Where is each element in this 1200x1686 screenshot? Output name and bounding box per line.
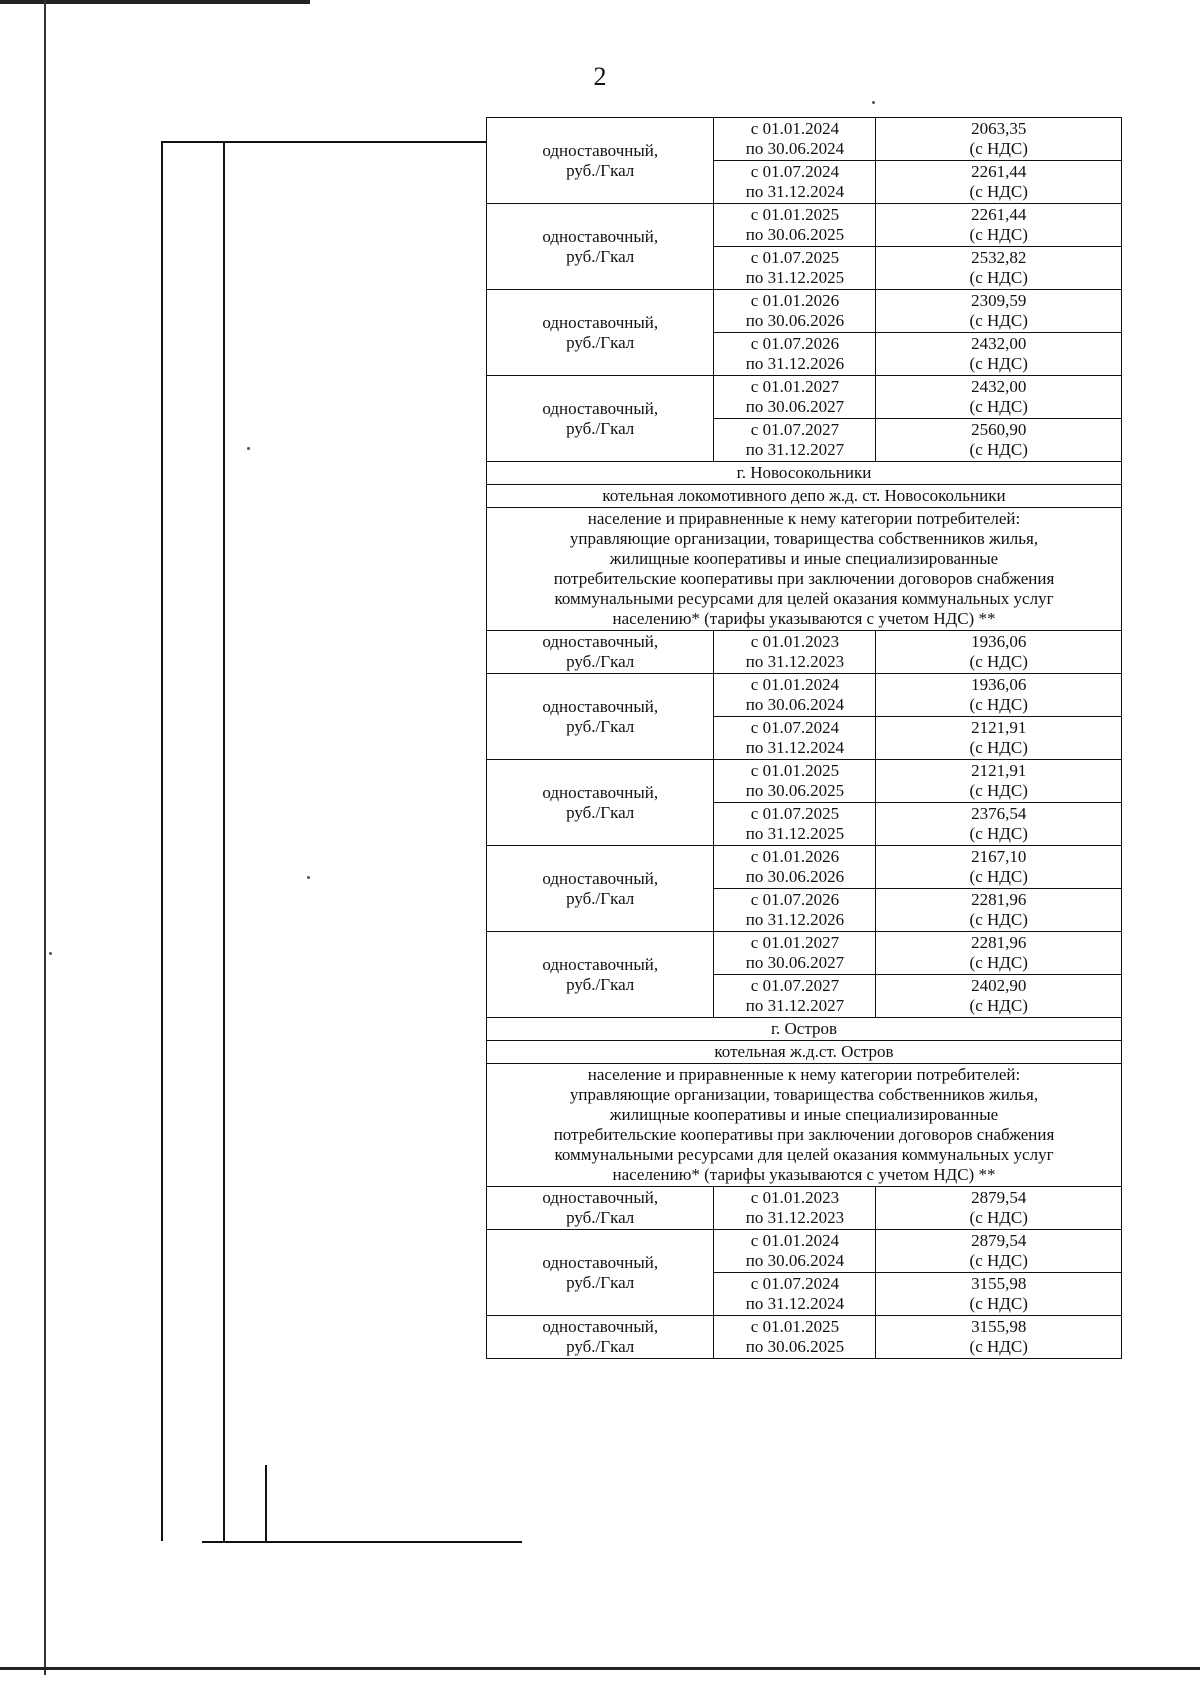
vat-note: (с НДС)	[969, 996, 1028, 1015]
vat-note: (с НДС)	[969, 1294, 1028, 1313]
boiler-cell	[487, 485, 1122, 508]
tariff-row	[487, 932, 1122, 975]
period-to: по 30.06.2025	[745, 781, 845, 800]
boiler-cell	[487, 1041, 1122, 1064]
tariff-type: одноставочный,	[542, 1252, 659, 1272]
tariff-value: 2309,59	[971, 291, 1027, 310]
consumer-category-line: население и приравненные к нему категории потребителей:	[587, 509, 1021, 528]
city-name: г. Остров	[770, 1019, 838, 1038]
tariff-value: 2432,00	[971, 377, 1027, 396]
consumer-category-line: коммунальными ресурсами для целей оказания коммунальных услуг	[554, 1145, 1054, 1164]
scan-edge-left	[44, 0, 46, 1675]
vat-note: (с НДС)	[969, 182, 1028, 201]
city-cell	[487, 1018, 1122, 1041]
period-from: с 01.01.2026	[750, 847, 840, 866]
scan-edge-bottom	[0, 1667, 1200, 1670]
period-cell	[714, 161, 876, 204]
period-from: с 01.07.2024	[750, 162, 840, 181]
tariff-type: одноставочный,	[542, 1317, 659, 1336]
tariff-value: 3155,98	[971, 1317, 1027, 1336]
period-to: по 30.06.2027	[745, 397, 845, 416]
period-cell	[714, 1273, 876, 1316]
tariff-type: одноставочный,	[542, 696, 659, 716]
tariff-row	[487, 631, 1122, 674]
tariff-unit: руб./Гкал	[566, 246, 635, 266]
scan-speck	[872, 101, 875, 104]
tariff-value: 2560,90	[971, 420, 1027, 439]
period-cell	[714, 204, 876, 247]
column-divider	[223, 141, 225, 1541]
period-cell	[714, 419, 876, 462]
period-from: с 01.07.2027	[750, 420, 840, 439]
period-from: с 01.07.2025	[750, 248, 840, 267]
period-from: с 01.01.2024	[750, 119, 840, 138]
period-to: по 31.12.2027	[745, 440, 845, 459]
tariff-unit: руб./Гкал	[566, 160, 635, 180]
period-cell	[714, 247, 876, 290]
tariff-value: 2261,44	[971, 205, 1027, 224]
tariff-row	[487, 376, 1122, 419]
tariff-type: одноставочный,	[542, 782, 659, 802]
tariff-type-cell	[487, 204, 714, 290]
period-cell	[714, 290, 876, 333]
period-from: с 01.01.2024	[750, 675, 840, 694]
period-to: по 30.06.2024	[745, 695, 845, 714]
period-cell	[714, 932, 876, 975]
category-row	[487, 508, 1122, 631]
consumer-category-line: населению* (тарифы указываются с учетом НДС) **	[612, 1165, 996, 1184]
tariff-type-cell	[487, 1230, 714, 1316]
period-from: с 01.07.2024	[750, 718, 840, 737]
page-number: 2	[593, 62, 607, 91]
tariff-value: 2121,91	[971, 761, 1027, 780]
tariff-row	[487, 674, 1122, 717]
period-cell	[714, 889, 876, 932]
outer-table-left-border	[161, 141, 163, 1541]
tariff-value: 2167,10	[971, 847, 1027, 866]
tariff-row	[487, 1230, 1122, 1273]
vat-note: (с НДС)	[969, 824, 1028, 843]
vat-note: (с НДС)	[969, 867, 1028, 886]
tariff-type-cell	[487, 631, 714, 674]
period-from: с 01.01.2025	[750, 1317, 840, 1336]
period-from: с 01.07.2025	[750, 804, 840, 823]
tariff-type-cell	[487, 674, 714, 760]
vat-note: (с НДС)	[969, 781, 1028, 800]
tariff-value-cell	[876, 803, 1122, 846]
period-from: с 01.01.2025	[750, 761, 840, 780]
tariff-unit: руб./Гкал	[566, 652, 635, 671]
tariff-value: 2281,96	[971, 890, 1027, 909]
city-row	[487, 1018, 1122, 1041]
period-cell	[714, 1187, 876, 1230]
period-from: с 01.01.2025	[750, 205, 840, 224]
tariff-row	[487, 290, 1122, 333]
period-to: по 30.06.2024	[745, 1251, 845, 1270]
tariff-value-cell	[876, 932, 1122, 975]
tariff-value-cell	[876, 1230, 1122, 1273]
tariff-value: 1936,06	[971, 675, 1027, 694]
tariff-value: 2879,54	[971, 1188, 1027, 1207]
vat-note: (с НДС)	[969, 1208, 1028, 1227]
vat-note: (с НДС)	[969, 695, 1028, 714]
vat-note: (с НДС)	[969, 139, 1028, 158]
tariff-value-cell	[876, 1316, 1122, 1359]
vat-note: (с НДС)	[969, 225, 1028, 244]
tariff-value: 3155,98	[971, 1274, 1027, 1293]
period-cell	[714, 376, 876, 419]
consumer-category-line: потребительские кооперативы при заключении договоров снабжения	[553, 1125, 1055, 1144]
period-from: с 01.01.2027	[750, 933, 840, 952]
tariff-type-cell	[487, 932, 714, 1018]
period-to: по 31.12.2024	[745, 738, 845, 757]
period-cell	[714, 674, 876, 717]
period-cell	[714, 803, 876, 846]
period-cell	[714, 717, 876, 760]
tariff-value: 2879,54	[971, 1231, 1027, 1250]
period-cell	[714, 1316, 876, 1359]
tariff-value-cell	[876, 760, 1122, 803]
consumer-category-line: жилищные кооперативы и иные специализированные	[609, 549, 999, 568]
tariff-row	[487, 118, 1122, 161]
city-cell	[487, 462, 1122, 485]
tariff-row	[487, 204, 1122, 247]
period-from: с 01.01.2026	[750, 291, 840, 310]
period-to: по 30.06.2025	[745, 225, 845, 244]
tariff-unit: руб./Гкал	[566, 332, 635, 352]
period-to: по 31.12.2024	[745, 182, 845, 201]
boiler-name: котельная локомотивного депо ж.д. ст. Новосокольники	[602, 486, 1006, 505]
tariff-unit: руб./Гкал	[566, 802, 635, 822]
tariff-value-cell	[876, 846, 1122, 889]
tariff-type-cell	[487, 1187, 714, 1230]
tariff-type-cell	[487, 376, 714, 462]
outer-table-bottom-border	[202, 1541, 522, 1543]
tariff-type: одноставочный,	[542, 398, 659, 418]
period-to: по 30.06.2027	[745, 953, 845, 972]
tariff-type: одноставочный,	[542, 954, 659, 974]
period-to: по 31.12.2023	[745, 652, 845, 671]
vat-note: (с НДС)	[969, 1337, 1028, 1356]
consumer-category-line: жилищные кооперативы и иные специализированные	[609, 1105, 999, 1124]
boiler-row	[487, 1041, 1122, 1064]
tariff-value-cell	[876, 1273, 1122, 1316]
tariff-value-cell	[876, 376, 1122, 419]
vat-note: (с НДС)	[969, 953, 1028, 972]
period-from: с 01.01.2024	[750, 1231, 840, 1250]
period-cell	[714, 631, 876, 674]
consumer-category-line: коммунальными ресурсами для целей оказания коммунальных услуг	[554, 589, 1054, 608]
tariff-value: 2281,96	[971, 933, 1027, 952]
tariff-unit: руб./Гкал	[566, 1208, 635, 1227]
period-from: с 01.07.2026	[750, 890, 840, 909]
tariff-value-cell	[876, 118, 1122, 161]
vat-note: (с НДС)	[969, 268, 1028, 287]
period-from: с 01.01.2023	[750, 632, 840, 651]
vat-note: (с НДС)	[969, 397, 1028, 416]
scan-speck	[247, 447, 250, 450]
consumer-category-line: управляющие организации, товарищества собственников жилья,	[569, 529, 1039, 548]
period-cell	[714, 760, 876, 803]
period-cell	[714, 975, 876, 1018]
tariff-type: одноставочный,	[542, 312, 659, 332]
tariff-type: одноставочный,	[542, 868, 659, 888]
vat-note: (с НДС)	[969, 440, 1028, 459]
vat-note: (с НДС)	[969, 652, 1028, 671]
period-to: по 31.12.2025	[745, 268, 845, 287]
period-cell	[714, 1230, 876, 1273]
tariff-value-cell	[876, 247, 1122, 290]
tariff-value-cell	[876, 419, 1122, 462]
tariff-value-cell	[876, 290, 1122, 333]
tariff-type-cell	[487, 118, 714, 204]
period-from: с 01.01.2027	[750, 377, 840, 396]
period-from: с 01.07.2024	[750, 1274, 840, 1293]
period-cell	[714, 333, 876, 376]
consumer-category-cell	[487, 1064, 1122, 1187]
boiler-row	[487, 485, 1122, 508]
tariff-unit: руб./Гкал	[566, 1337, 635, 1356]
tariff-row	[487, 846, 1122, 889]
tariff-unit: руб./Гкал	[566, 974, 635, 994]
consumer-category-line: население и приравненные к нему категории потребителей:	[587, 1065, 1021, 1084]
period-to: по 30.06.2026	[745, 867, 845, 886]
tariff-table	[486, 117, 1122, 1359]
period-from: с 01.01.2023	[750, 1188, 840, 1207]
consumer-category-line: управляющие организации, товарищества собственников жилья,	[569, 1085, 1039, 1104]
scan-speck	[49, 952, 52, 955]
tariff-value: 2121,91	[971, 718, 1027, 737]
tariff-type: одноставочный,	[542, 226, 659, 246]
consumer-category-line: потребительские кооперативы при заключении договоров снабжения	[553, 569, 1055, 588]
tariff-value-cell	[876, 674, 1122, 717]
tariff-row	[487, 1187, 1122, 1230]
tariff-unit: руб./Гкал	[566, 418, 635, 438]
period-from: с 01.07.2026	[750, 334, 840, 353]
tariff-value: 1936,06	[971, 632, 1027, 651]
vat-note: (с НДС)	[969, 738, 1028, 757]
tariff-value-cell	[876, 161, 1122, 204]
vat-note: (с НДС)	[969, 1251, 1028, 1270]
tariff-unit: руб./Гкал	[566, 888, 635, 908]
tariff-value: 2063,35	[971, 119, 1027, 138]
tariff-type: одноставочный,	[542, 140, 659, 160]
column-divider	[265, 1465, 267, 1541]
tariff-value: 2402,90	[971, 976, 1027, 995]
period-to: по 31.12.2026	[745, 910, 845, 929]
vat-note: (с НДС)	[969, 354, 1028, 373]
scan-speck	[307, 876, 310, 879]
outer-table-top-border	[161, 141, 486, 143]
tariff-type: одноставочный,	[542, 1188, 659, 1207]
city-row	[487, 462, 1122, 485]
tariff-row	[487, 760, 1122, 803]
tariff-row	[487, 1316, 1122, 1359]
tariff-value-cell	[876, 631, 1122, 674]
tariff-type-cell	[487, 760, 714, 846]
period-to: по 31.12.2027	[745, 996, 845, 1015]
tariff-unit: руб./Гкал	[566, 716, 635, 736]
tariff-value-cell	[876, 1187, 1122, 1230]
vat-note: (с НДС)	[969, 311, 1028, 330]
tariff-value: 2376,54	[971, 804, 1027, 823]
tariff-value-cell	[876, 204, 1122, 247]
tariff-type-cell	[487, 290, 714, 376]
tariff-value: 2261,44	[971, 162, 1027, 181]
tariff-type: одноставочный,	[542, 632, 659, 651]
period-from: с 01.07.2027	[750, 976, 840, 995]
tariff-value: 2532,82	[971, 248, 1027, 267]
tariff-unit: руб./Гкал	[566, 1272, 635, 1292]
tariff-type-cell	[487, 1316, 714, 1359]
scan-edge-top	[0, 0, 310, 4]
boiler-name: котельная ж.д.ст. Остров	[714, 1042, 894, 1061]
period-cell	[714, 846, 876, 889]
tariff-value: 2432,00	[971, 334, 1027, 353]
period-to: по 31.12.2024	[745, 1294, 845, 1313]
period-to: по 30.06.2026	[745, 311, 845, 330]
vat-note: (с НДС)	[969, 910, 1028, 929]
tariff-type-cell	[487, 846, 714, 932]
period-to: по 30.06.2025	[745, 1337, 845, 1356]
tariff-value-cell	[876, 975, 1122, 1018]
tariff-value-cell	[876, 333, 1122, 376]
tariff-value-cell	[876, 717, 1122, 760]
period-cell	[714, 118, 876, 161]
tariff-table-body	[487, 118, 1122, 1359]
period-to: по 31.12.2023	[745, 1208, 845, 1227]
category-row	[487, 1064, 1122, 1187]
period-to: по 30.06.2024	[745, 139, 845, 158]
consumer-category-line: населению* (тарифы указываются с учетом НДС) **	[612, 609, 996, 628]
period-to: по 31.12.2026	[745, 354, 845, 373]
tariff-value-cell	[876, 889, 1122, 932]
consumer-category-cell	[487, 508, 1122, 631]
city-name: г. Новосокольники	[736, 463, 872, 482]
period-to: по 31.12.2025	[745, 824, 845, 843]
